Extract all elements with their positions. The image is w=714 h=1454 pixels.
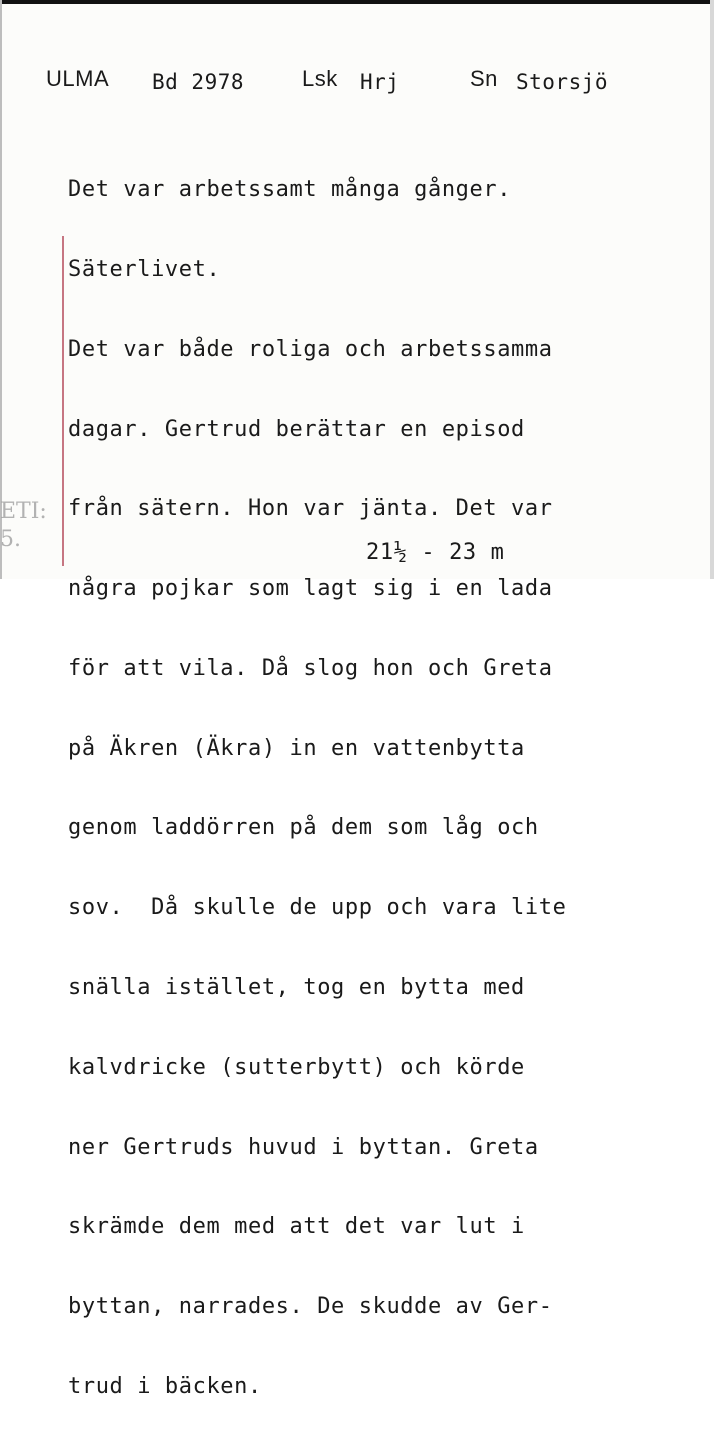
text-line: Det var både roliga och arbetssamma	[68, 336, 553, 362]
text-line: kalvdricke (sutterbytt) och körde	[68, 1054, 525, 1080]
county-value: Hrj	[360, 70, 400, 94]
parish-label: Sn	[470, 66, 498, 91]
card-right-edge	[710, 0, 714, 579]
text-line: sov. Då skulle de upp och vara lite	[68, 895, 567, 921]
card-left-edge	[0, 0, 2, 579]
archive-code: ULMA	[46, 66, 110, 91]
text-line: snälla istället, tog en bytta med	[68, 975, 525, 1000]
county-label: Lsk	[302, 66, 338, 91]
text-line: genom laddörren på dem som låg och	[68, 815, 539, 841]
card-text	[68, 124, 708, 1454]
parish-value: Storsjö	[516, 70, 609, 94]
text-line: några pojkar som lagt sig i en lada	[68, 576, 553, 602]
page-range: 21½ - 23 m	[366, 540, 505, 565]
text-line: skrämde dem med att det var lut i	[68, 1214, 525, 1240]
text-line: från sätern. Hon var jänta. Det var	[68, 496, 553, 522]
text-line: Säterlivet.	[68, 256, 221, 282]
text-line: ner Gertruds huvud i byttan. Greta	[68, 1134, 539, 1160]
text-line: på Äkren (Äkra) in en vattenbytta	[68, 735, 525, 761]
card-top-edge	[0, 0, 714, 4]
text-line: Det var arbetssamt många gånger.	[68, 177, 512, 203]
text-line: trud i bäcken.	[68, 1373, 262, 1399]
margin-note: ETI: 5.	[0, 499, 47, 552]
margin-red-line	[62, 236, 64, 566]
text-line: för att vila. Då slog hon och Greta	[68, 655, 553, 681]
text-line: dagar. Gertrud berättar en episod	[68, 416, 525, 442]
text-line: byttan, narrades. De skudde av Ger-	[68, 1294, 553, 1320]
volume-number: Bd 2978	[152, 70, 245, 94]
